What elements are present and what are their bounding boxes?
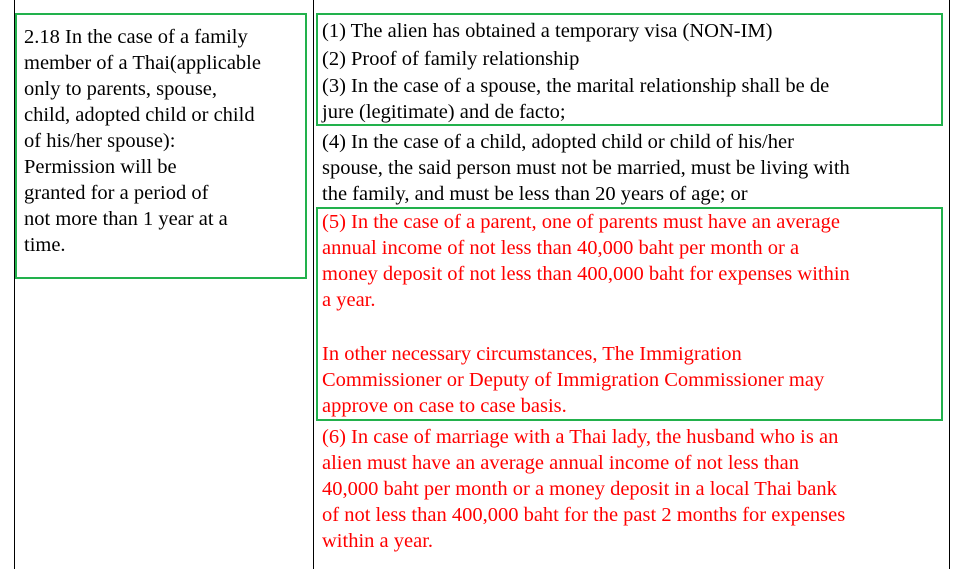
requirement-5-line: a year. bbox=[322, 289, 376, 311]
requirement-3-line: (3) In the case of a spouse, the marital relationship shall be de bbox=[322, 75, 830, 97]
requirement-5-line: money deposit of not less than 400,000 baht for expenses within bbox=[322, 263, 850, 285]
requirement-5-line: (5) In the case of a parent, one of parents must have an average bbox=[322, 211, 840, 233]
requirement-6-line: of not less than 400,000 baht for the past 2 months for expenses bbox=[322, 504, 846, 526]
category-line: member of a Thai(applicable bbox=[24, 52, 261, 74]
category-line: 2.18 In the case of a family bbox=[24, 26, 248, 48]
requirement-2: (2) Proof of family relationship bbox=[322, 48, 580, 70]
category-line: Permission will be bbox=[24, 156, 177, 178]
requirement-6-line: within a year. bbox=[322, 530, 434, 552]
requirement-3-line: jure (legitimate) and de facto; bbox=[322, 101, 566, 123]
requirement-6-line: (6) In case of marriage with a Thai lady, the husband who is an bbox=[322, 426, 839, 448]
table-column-divider bbox=[313, 0, 314, 569]
category-line: only to parents, spouse, bbox=[24, 78, 218, 100]
requirement-4-line: the family, and must be less than 20 years of age; or bbox=[322, 183, 748, 205]
category-line: time. bbox=[24, 234, 66, 256]
table-right-border bbox=[949, 0, 950, 569]
category-line: granted for a period of bbox=[24, 182, 209, 204]
requirement-4-line: spouse, the said person must not be married, must be living with bbox=[322, 157, 850, 179]
requirement-5-line: annual income of not less than 40,000 baht per month or a bbox=[322, 237, 800, 259]
category-line: child, adopted child or child bbox=[24, 104, 255, 126]
requirement-5-note-line: Commissioner or Deputy of Immigration Commissioner may bbox=[322, 369, 825, 391]
category-line: of his/her spouse): bbox=[24, 130, 176, 152]
category-line: not more than 1 year at a bbox=[24, 208, 228, 230]
requirement-1: (1) The alien has obtained a temporary visa (NON-IM) bbox=[322, 20, 773, 42]
requirement-6-line: alien must have an average annual income of not less than bbox=[322, 452, 800, 474]
requirement-6-line: 40,000 baht per month or a money deposit in a local Thai bank bbox=[322, 478, 837, 500]
requirement-5-note-line: approve on case to case basis. bbox=[322, 395, 567, 417]
requirement-5-note-line: In other necessary circumstances, The Immigration bbox=[322, 343, 742, 365]
requirement-4-line: (4) In the case of a child, adopted child or child of his/her bbox=[322, 131, 794, 153]
